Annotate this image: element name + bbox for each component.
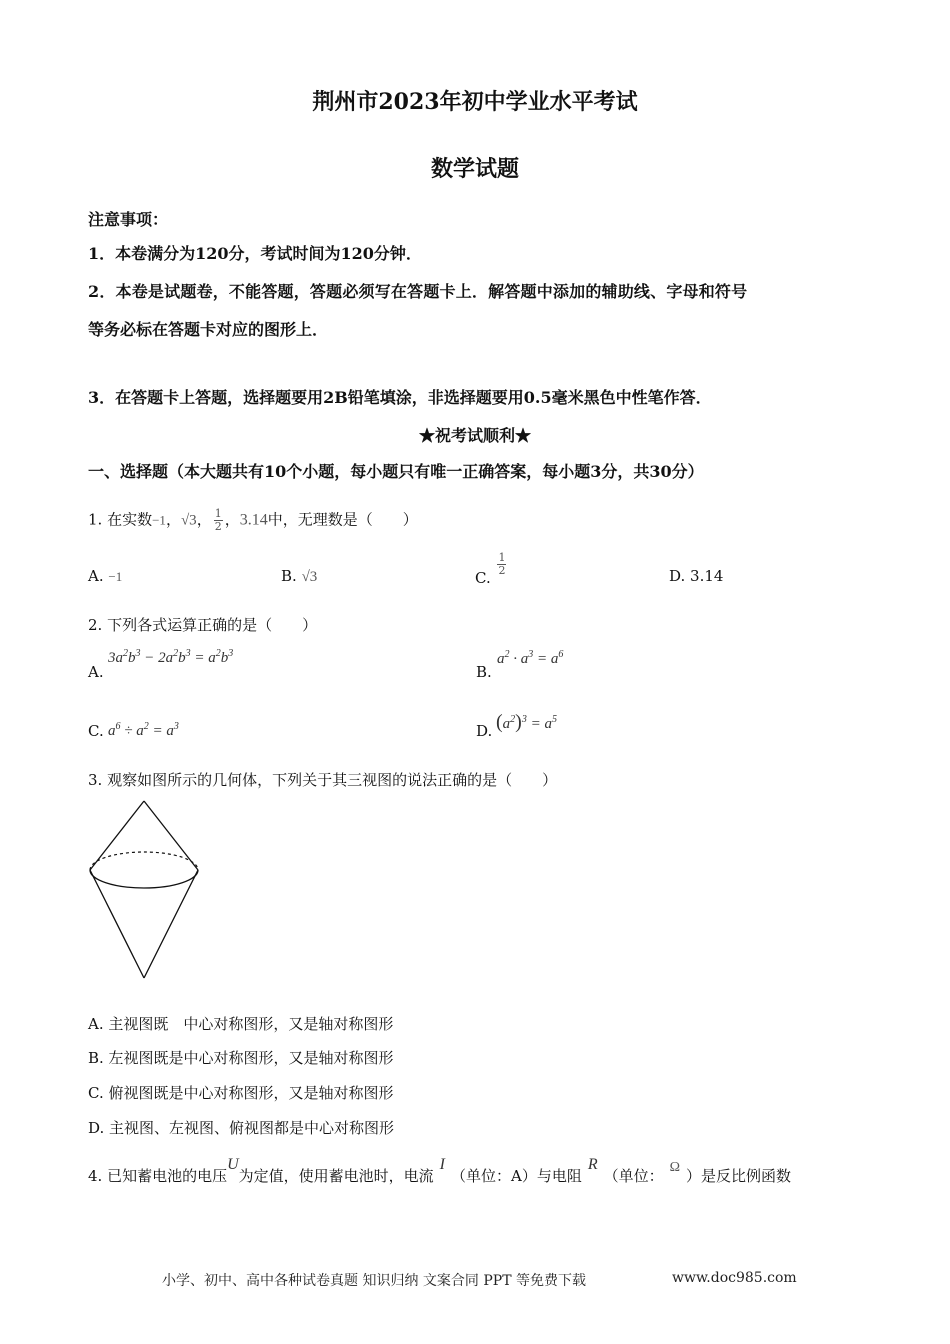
page-title: 荆州市2023年初中学业水平考试 <box>312 89 638 115</box>
q2-option-d-expr: $(a^2)^3 = a^5$ <box>496 711 557 733</box>
q2-option-c-label: C. <box>88 722 104 740</box>
q1-option-a: A. −1 <box>88 567 123 585</box>
good-luck-line: ★祝考试顺利★ <box>418 426 531 445</box>
question-2-stem: 2. 下列各式运算正确的是（ ） <box>88 616 318 634</box>
page-subtitle: 数学试题 <box>430 156 519 182</box>
q2-option-a-label: A. <box>88 663 104 681</box>
q2-option-b-label: B. <box>476 663 492 681</box>
notice-item-3: 3．在答题卡上答题，选择题要用2B铅笔填涂，非选择题要用0.5毫米黑色中性笔作答． <box>88 388 712 407</box>
q1-sep: ， <box>224 510 240 529</box>
q1-sqrt3: √3 <box>180 512 197 529</box>
q3-option-a: A. 主视图既 中心对称图形，又是轴对称图形 <box>88 1015 394 1033</box>
q1-prefix: 1. 在实数 <box>88 510 153 529</box>
q3-option-d: D. 主视图、左视图、俯视图都是中心对称图形 <box>88 1119 395 1137</box>
notice-item-2-line2: 等务必标在答题卡对应的图形上． <box>88 320 329 339</box>
section-1-heading: 一、选择题（本大题共有10个小题，每小题只有唯一正确答案，每小题3分，共30分） <box>88 462 704 481</box>
q1-option-b: B. √3 <box>281 567 318 585</box>
q1-sep: ， <box>196 510 212 529</box>
q1-num-neg1: −1 <box>152 512 166 528</box>
q1-half: $\frac{1}{2}$ <box>214 507 222 533</box>
q1-num-314: 3.14 <box>239 511 268 529</box>
question-3-stem: 3. 观察如图所示的几何体，下列关于其三视图的说法正确的是（ ） <box>88 771 558 789</box>
question-4-stem: 4. 已知蓄电池的电压U为定值，使用蓄电池时，电流I（单位：A）与电阻R（单位： Ω ）是反比例函数 <box>88 1156 792 1185</box>
q1-sep: ， <box>165 510 181 529</box>
question-1-stem <box>88 508 418 533</box>
notice-item-2-line1: 2．本卷是试题卷，不能答题，答题必须写在答题卡上．解答题中添加的辅助线、字母和符号 <box>88 282 748 301</box>
q1-suffix: 中，无理数是（ ） <box>267 510 418 529</box>
double-cone-figure <box>84 798 204 982</box>
q3-option-b: B. 左视图既是中心对称图形，又是轴对称图形 <box>88 1049 394 1067</box>
q2-option-d-label: D. <box>476 722 493 740</box>
footer-text: 小学、初中、高中各种试卷真题 知识归纳 文案合同 PPT 等免费下载 <box>162 1273 586 1289</box>
q1-option-c: C. $\frac{1}{2}$ <box>475 551 506 587</box>
q1-option-d: D. 3.14 <box>669 567 724 585</box>
notice-item-1: 1．本卷满分为120分，考试时间为120分钟． <box>88 244 422 263</box>
notice-heading: 注意事项： <box>88 210 169 229</box>
q2-option-b-expr: $a^2 \cdot a^3 = a^6$ <box>497 649 564 667</box>
q2-option-a-expr: $3a^2b^3 - 2a^2b^3 = a^2b^3$ <box>108 648 234 666</box>
footer-url[interactable]: www.doc985.com <box>672 1270 797 1286</box>
q2-option-c-expr: $a^6 \div a^2 = a^3$ <box>108 721 179 739</box>
q3-option-c: C. 俯视图既是中心对称图形，又是轴对称图形 <box>88 1084 394 1102</box>
